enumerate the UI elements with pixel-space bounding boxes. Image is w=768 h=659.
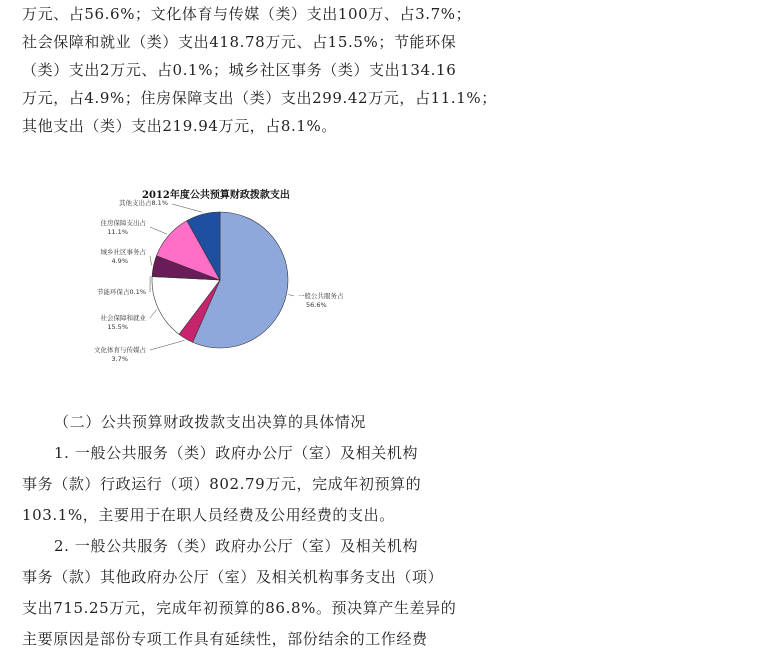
slice-percent-label: 11.1% (107, 228, 128, 236)
item2-line: 事务（款）其他政府办公厅（室）及相关机构事务支出（项） (22, 568, 444, 586)
leader-line (150, 227, 167, 234)
item2-line: 支出715.25万元，完成年初预算的86.8%。预决算产生差异的 (22, 599, 457, 617)
section-heading: （二）公共预算财政拨款支出决算的具体情况 (54, 413, 367, 431)
leader-line (289, 294, 294, 296)
slice-label: 节能环保占0.1% (96, 288, 146, 296)
slice-percent-label: 56.6% (306, 301, 327, 309)
item1-line: 103.1%，主要用于在职人员经费及公用经费的支出。 (22, 506, 395, 524)
item1-line: 事务（款）行政运行（项）802.79万元，完成年初预算的 (22, 475, 422, 493)
slice-label: 住房保障支出占 (100, 219, 146, 227)
text-line: 万元、占56.6%；文化体育与传媒（类）支出100万、占3.7%； (22, 5, 472, 23)
item2-line: 2. 一般公共服务（类）政府办公厅（室）及相关机构 (54, 537, 419, 555)
text-line: 其他支出（类）支出219.94万元，占8.1%。 (22, 117, 337, 135)
expenditure-summary-paragraph (22, 0, 497, 140)
leader-line (150, 340, 185, 350)
slice-percent-label: 4.9% (111, 257, 128, 265)
slice-percent-label: 3.7% (111, 355, 128, 363)
leader-line (150, 256, 152, 265)
slice-label: 城乡社区事务占 (100, 248, 146, 256)
slice-label: 其他支出占8.1% (118, 199, 168, 207)
item1-line: 1. 一般公共服务（类）政府办公厅（室）及相关机构 (54, 444, 419, 462)
text-line: 万元，占4.9%；住房保障支出（类）支出299.42万元，占11.1%； (22, 89, 497, 107)
item2-line: 主要原因是部份专项工作具有延续性，部份结余的工作经费 (22, 630, 428, 648)
text-line: 社会保障和就业（类）支出418.78万元、占15.5%；节能环保 (22, 33, 457, 51)
chart-title: 2012年度公共预算财政拨款支出 (142, 190, 290, 201)
leader-line (172, 204, 202, 212)
slice-percent-label: 15.5% (107, 323, 128, 331)
slice-label: 一般公共服务占 (298, 292, 344, 300)
specific-details-section (22, 407, 457, 655)
text-line: （类）支出2万元、占0.1%；城乡社区事务（类）支出134.16 (22, 61, 457, 79)
slice-label: 社会保障和就业 (100, 314, 146, 322)
slice-label: 文化体育与传媒占 (94, 346, 146, 354)
expenditure-pie-chart (60, 180, 400, 370)
leader-line (150, 310, 157, 318)
